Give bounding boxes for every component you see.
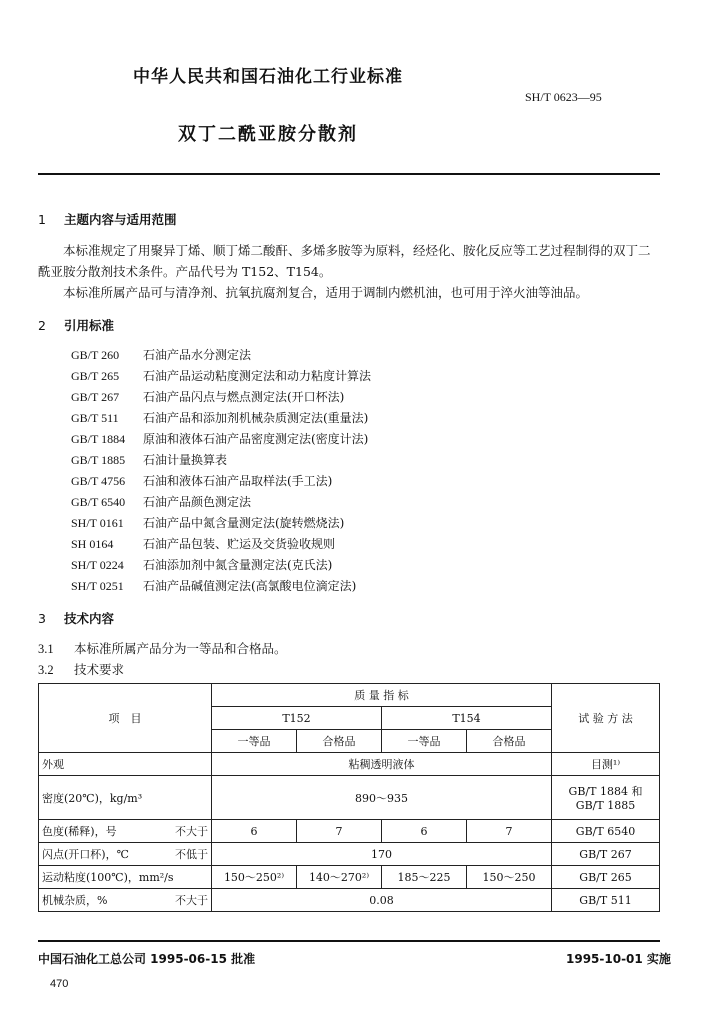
reference-name: 石油产品和添加剂机械杂质测定法(重量法)	[143, 411, 369, 425]
row-value: 890～935	[212, 776, 552, 820]
reference-code: GB/T 4756	[71, 474, 126, 488]
section-1-heading	[38, 210, 177, 228]
reference-item	[71, 346, 251, 363]
row-name-cell	[39, 843, 212, 866]
document-title: 双丁二酰亚胺分散剂	[178, 124, 358, 145]
row-method	[552, 776, 660, 820]
section-3-heading	[38, 609, 114, 627]
row-value: 140～270²⁾	[297, 866, 382, 889]
reference-code: GB/T 260	[71, 348, 120, 362]
table-row	[39, 753, 660, 776]
table-row	[39, 820, 660, 843]
grade-header: 一等品	[212, 730, 297, 753]
row-name: 外观	[39, 753, 212, 776]
row-name: 色度(稀释)，号	[42, 825, 117, 838]
header-rule	[38, 173, 660, 175]
table-header-row	[39, 684, 660, 707]
row-value: 7	[297, 820, 382, 843]
row-limit: 不低于	[175, 848, 208, 861]
product-t154-header: T154	[382, 707, 552, 730]
reference-code: GB/T 267	[71, 390, 120, 404]
reference-item	[71, 514, 344, 531]
subsection-number: 3.1	[38, 642, 54, 656]
grade-header: 一等品	[382, 730, 467, 753]
reference-code: SH 0164	[71, 537, 114, 551]
paragraph: 本标准所属产品可与清净剂、抗氧抗腐剂复合，适用于调制内燃机油，也可用于淬火油等油品。	[63, 285, 589, 300]
reference-item	[71, 409, 368, 426]
row-value: 粘稠透明液体	[212, 753, 552, 776]
section-title: 技术内容	[64, 611, 115, 626]
table-row	[39, 866, 660, 889]
row-value: 6	[212, 820, 297, 843]
quality-index-header: 质 量 指 标	[212, 684, 552, 707]
reference-code: GB/T 1884	[71, 432, 126, 446]
section-title: 主题内容与适用范围	[64, 212, 177, 227]
row-name: 运动粘度(100℃)，mm²/s	[39, 866, 212, 889]
reference-name: 石油产品闪点与燃点测定法(开口杯法)	[143, 390, 345, 404]
subsection-number: 3.2	[38, 663, 54, 677]
method-line: GB/T 1885	[575, 799, 636, 812]
technical-requirements-table	[38, 683, 660, 912]
reference-name: 石油产品水分测定法	[143, 348, 252, 362]
subsection-text: 技术要求	[74, 662, 125, 677]
row-value: 150～250	[467, 866, 552, 889]
section-number: 1	[38, 212, 46, 227]
reference-code: SH/T 0251	[71, 579, 124, 593]
reference-item	[71, 388, 344, 405]
subsection-3-1	[38, 639, 287, 657]
row-value: 185～225	[382, 866, 467, 889]
row-name: 闪点(开口杯)，℃	[42, 848, 129, 861]
row-name-cell	[39, 820, 212, 843]
row-value: 6	[382, 820, 467, 843]
effective-date: 1995-10-01 实施	[566, 952, 671, 966]
row-method: 目测¹⁾	[552, 753, 660, 776]
reference-name: 石油添加剂中氮含量测定法(克氏法)	[143, 558, 333, 572]
row-method: GB/T 267	[552, 843, 660, 866]
reference-code: SH/T 0224	[71, 558, 124, 572]
reference-name: 石油产品包装、贮运及交货验收规则	[143, 537, 336, 551]
reference-item	[71, 451, 227, 468]
row-method: GB/T 265	[552, 866, 660, 889]
subsection-text: 本标准所属产品分为一等品和合格品。	[74, 641, 287, 656]
footer-rule	[38, 940, 660, 942]
row-value: 0.08	[212, 889, 552, 912]
standard-organization: 中华人民共和国石油化工行业标准	[133, 67, 403, 87]
reference-name: 石油产品颜色测定法	[143, 495, 252, 509]
row-method: GB/T 511	[552, 889, 660, 912]
standard-code: SH/T 0623—95	[525, 90, 602, 104]
reference-item	[71, 367, 371, 384]
reference-item	[71, 535, 335, 552]
reference-item	[71, 556, 332, 573]
row-name: 密度(20℃)，kg/m³	[39, 776, 212, 820]
section-number: 2	[38, 318, 46, 333]
reference-code: GB/T 1885	[71, 453, 126, 467]
reference-item	[71, 430, 368, 447]
item-column-header: 项 目	[39, 684, 212, 753]
test-method-header: 试 验 方 法	[552, 684, 660, 753]
method-line: GB/T 1884 和	[568, 785, 643, 798]
page-number: 470	[50, 978, 69, 990]
row-name: 机械杂质，%	[42, 894, 108, 907]
reference-name: 石油产品中氮含量测定法(旋转燃烧法)	[143, 516, 345, 530]
reference-name: 石油和液体石油产品取样法(手工法)	[143, 474, 333, 488]
row-value: 150～250²⁾	[212, 866, 297, 889]
reference-name: 石油计量换算表	[143, 453, 228, 467]
approval-statement: 中国石油化工总公司 1995-06-15 批准	[38, 952, 256, 966]
section-1-body	[38, 240, 660, 303]
section-2-heading	[38, 316, 114, 334]
reference-item	[71, 577, 356, 594]
row-limit: 不大于	[175, 825, 208, 838]
section-title: 引用标准	[64, 318, 115, 333]
table-row	[39, 889, 660, 912]
row-value: 7	[467, 820, 552, 843]
paragraph: 本标准规定了用聚异丁烯、顺丁烯二酸酐、多烯多胺等为原料，经烃化、胺化反应等工艺过程制得的双丁二酰亚胺分散剂技术条件。产品代号为 T152、T154。	[38, 243, 651, 279]
table-row	[39, 843, 660, 866]
product-t152-header: T152	[212, 707, 382, 730]
reference-item	[71, 472, 332, 489]
reference-code: SH/T 0161	[71, 516, 124, 530]
row-name-cell	[39, 889, 212, 912]
reference-name: 石油产品碱值测定法(高氯酸电位滴定法)	[143, 579, 357, 593]
reference-name: 石油产品运动粘度测定法和动力粘度计算法	[143, 369, 372, 383]
grade-header: 合格品	[467, 730, 552, 753]
subsection-3-2	[38, 660, 124, 678]
reference-item	[71, 493, 251, 510]
grade-header: 合格品	[297, 730, 382, 753]
reference-code: GB/T 265	[71, 369, 120, 383]
row-method: GB/T 6540	[552, 820, 660, 843]
table-row	[39, 776, 660, 820]
reference-name: 原油和液体石油产品密度测定法(密度计法)	[143, 432, 369, 446]
section-number: 3	[38, 611, 46, 626]
row-limit: 不大于	[175, 894, 208, 907]
reference-code: GB/T 6540	[71, 495, 126, 509]
reference-code: GB/T 511	[71, 411, 119, 425]
row-value: 170	[212, 843, 552, 866]
